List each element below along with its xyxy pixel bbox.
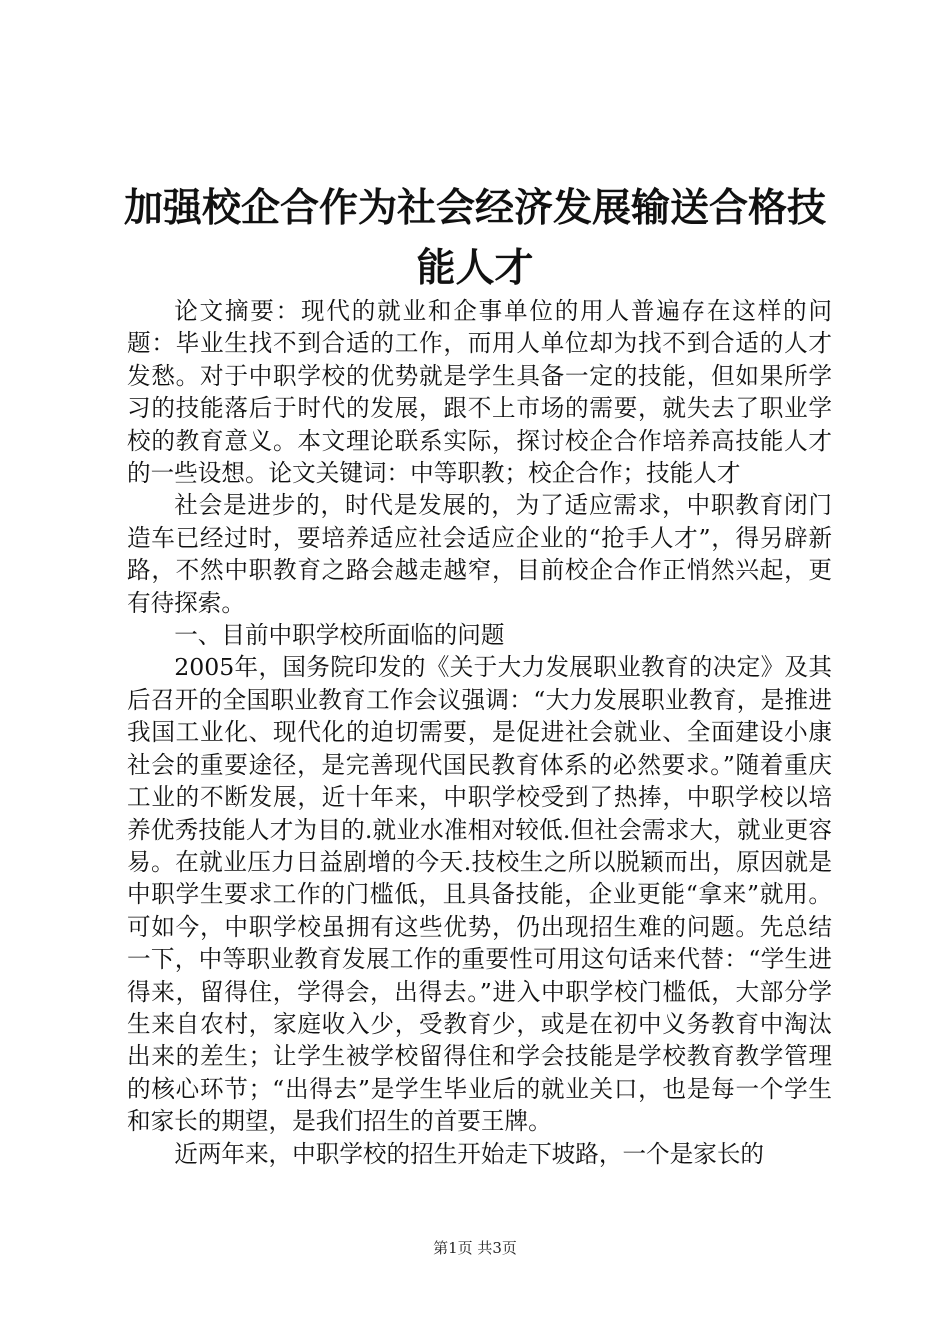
page-number-footer: 第1页 共3页: [433, 1239, 517, 1257]
paragraph-intro: 社会是进步的，时代是发展的，为了适应需求，中职教育闭门造车已经过时，要培养适应社会适应企业的“抢手人才”，得另辟新路，不然中职教育之路会越走越窄，目前校企合作正悄然兴起，更有待探索。: [127, 491, 832, 617]
document-body: [127, 295, 832, 1170]
document-title: 加强校企合作为社会经济发展输送合格技能人才: [123, 185, 826, 291]
paragraph-abstract: 论文摘要：现代的就业和企事单位的用人普遍存在这样的问题：毕业生找不到合适的工作，而用人单位却为找不到合适的人才发愁。对于中职学校的优势就是学生具备一定的技能，但如果所学习的技能落后于时代的发展，跟不上市场的需要，就失去了职业学校的教育意义。本文理论联系实际，探讨校企合作培养高技能人才的一些设想。论文关键词：中等职教；校企合作；技能人才: [127, 297, 832, 488]
paragraph-continued: 近两年来，中职学校的招生开始走下坡路，一个是家长的: [174, 1139, 765, 1168]
paragraph-section-one: 2005年，国务院印发的《关于大力发展职业教育的决定》及其后召开的全国职业教育工作会议强调：“大力发展职业教育，是推进我国工业化、现代化的迫切需要，是促进社会就业、全面建设小康社会的重要途径，是完善现代国民教育体系的必然要求。”随着重庆工业的不断发展，近十年来，中职学校受到了热捧，中职学校以培养优秀技能人才为目的.就业水准相对较低.但社会需求大，就业更容易。在就业压力日益剧增的今天.技校生之所以脱颖而出，原因就是中职学生要求工作的门槛低，且具备技能，企业更能“拿来”就用。可如今，中职学校虽拥有这些优势，仍出现招生难的问题。先总结一下，中等职业教育发展工作的重要性可用这句话来代替：“学生进得来，留得住，学得会，出得去。”进入中职学校门槛低，大部分学生来自农村，家庭收入少，受教育少，或是在初中义务教育中淘汰出来的差生；让学生被学校留得住和学会技能是学校教育教学管理的核心环节；“出得去”是学生毕业后的就业关口，也是每一个学生和家长的期望，是我们招生的首要王牌。: [127, 653, 832, 1136]
section-heading: 一、目前中职学校所面临的问题: [174, 621, 505, 650]
